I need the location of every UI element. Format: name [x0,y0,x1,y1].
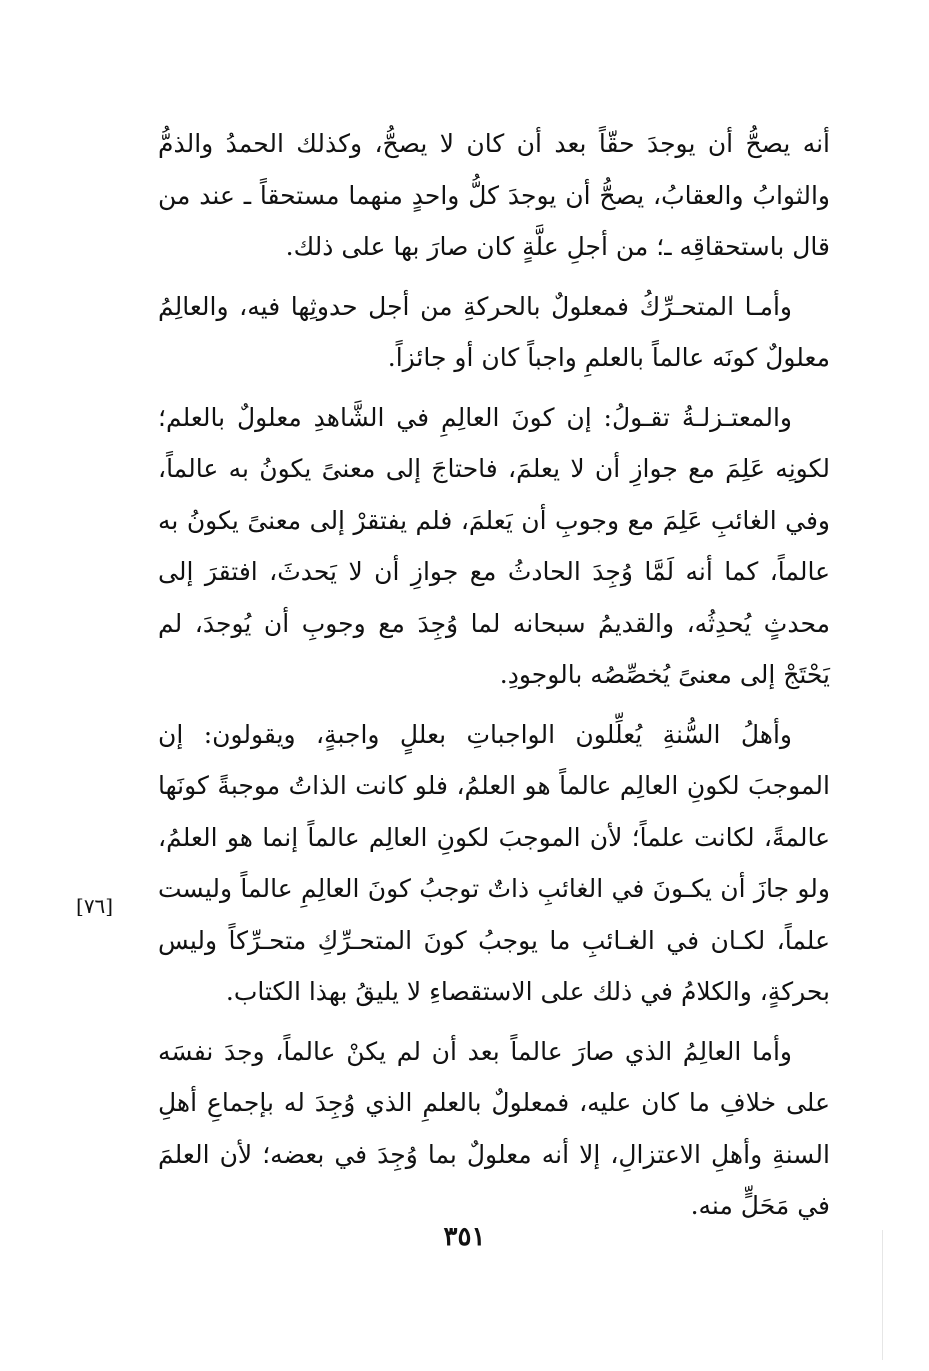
body-text [158,118,830,1240]
manuscript-folio-marker: [٧٦] [76,894,114,918]
page-edge-divider [882,1230,883,1360]
paragraph-2: وأمـا المتحـرِّكُ فمعلولٌ بالحركةِ من أجل حدوثِها فيه، والعالِمُ معلولٌ كونَه عالماً بالعلمِ واجباً كان أو جائزاً. [158,291,830,372]
page-number: ٣٥١ [443,1222,486,1252]
paragraph-4: وأهلُ السُّنةِ يُعلِّلون الواجباتِ بعللٍ واجبةٍ، ويقولون: إن الموجبَ لكونِ العالِم عالماً هو العلمُ، فلو كانت الذاتُ موجبةً كونَها عالمةً، لكانت علماً؛ لأن الموجبَ لكونِ العالِم عالماً إنما هو العلمُ، ولو جازَ أن يكـونَ في الغائبِ ذاتٌ توجبُ كونَ العالِمِ عالماً وليست علماً، لكـان في الغـائبِ ما يوجبُ كونَ المتحـرِّكِ متحـرِّكاً وليس بحركةٍ، والكلامُ في ذلك على الاستقصاءِ لا يليقُ بهذا الكتاب. [158,719,830,1006]
paragraph-3: والمعتـزلـةُ تقـولُ: إن كونَ العالِمِ في الشَّاهدِ معلولٌ بالعلم؛ لكونِه عَلِمَ مع جوازِ أن لا يعلمَ، فاحتاجَ إلى معنىً يكونُ به عالماً، وفي الغائبِ عَلِمَ مع وجوبِ أن يَعلمَ، فلم يفتقرْ إلى معنىً يكونُ به عالماً، كما أنه لَمَّا وُجِدَ الحادثُ مع جوازِ أن لا يَحدثَ، افتقرَ إلى محدثٍ يُحدِثُه، والقديمُ سبحانه لما وُجِدَ مع وجوبِ أن يُوجدَ، لم يَحْتَجْ إلى معنىً يُخصِّصُه بالوجودِ. [158,402,830,689]
paragraph-1: أنه يصحُّ أن يوجدَ حقّاً بعد أن كان لا يصحُّ، وكذلك الحمدُ والذمُّ والثوابُ والعقابُ، يصحُّ أن يوجدَ كلُّ واحدٍ منهما مستحقاً ـ عند من قال باستحقاقِه ـ؛ من أجلِ علَّةٍ كان صارَ بها على ذلك. [158,129,830,261]
paragraph-5: وأما العالِمُ الذي صارَ عالماً بعد أن لم يكنْ عالماً، وجدَ نفسَه على خلافِ ما كان عليه، فمعلولٌ بالعلمِ الذي وُجِدَ له بإجماعِ أهلِ السنةِ وأهلِ الاعتزالِ، إلا أنه معلولٌ بما وُجِدَ في بعضه؛ لأن العلمَ في مَحَلٍّ منه. [158,1036,830,1220]
